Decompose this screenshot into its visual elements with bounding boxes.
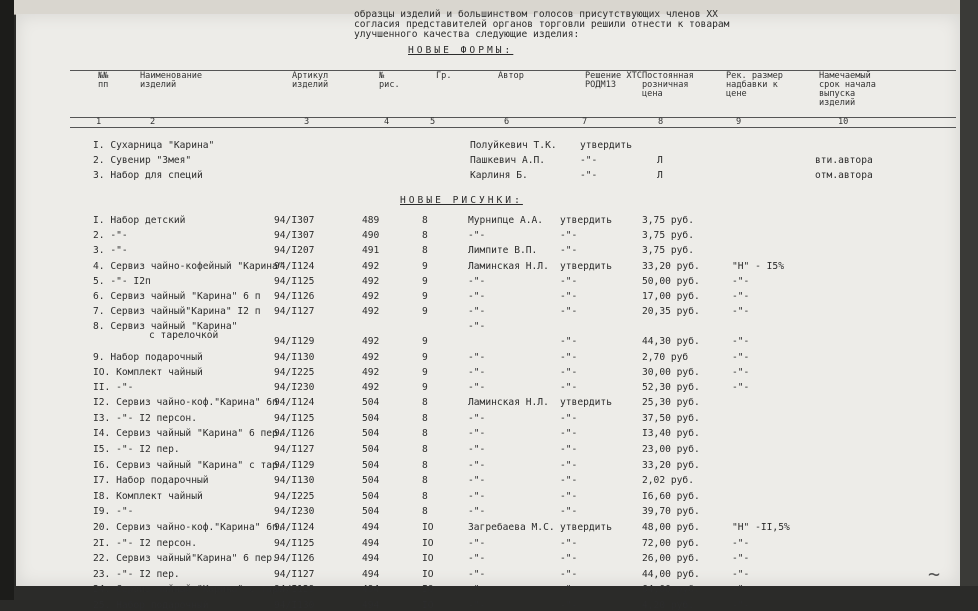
drawing-name: 8. Сервиз чайный "Карина" xyxy=(93,321,238,333)
drawing-article: 94/I130 xyxy=(274,600,315,611)
intro-line-1: образцы изделий и большинством голосов присутствующих членов ХХ xyxy=(354,9,718,20)
right-edge xyxy=(960,0,978,600)
drawing-figure: 494 xyxy=(362,522,380,533)
drawing-name: I3. -"- I2 персон. xyxy=(93,412,197,424)
drawing-markup: -"- xyxy=(732,291,750,302)
drawing-price: 52,30 руб. xyxy=(642,382,700,393)
drawing-price: 30,00 руб. xyxy=(642,366,700,378)
header-name: изделий xyxy=(140,80,177,90)
drawing-decision: утвердить xyxy=(560,260,612,272)
drawing-name: I5. -"- I2 пер. xyxy=(93,444,180,455)
drawing-article: 94/I230 xyxy=(274,382,315,393)
header-name: Наименование xyxy=(140,71,203,81)
drawing-name: 23. -"- I2 пер. xyxy=(93,568,180,580)
drawing-name: I2. Сервиз чайно-коф."Карина" 6п xyxy=(93,397,278,409)
drawing-figure: 492 xyxy=(362,336,380,348)
drawing-name: 5. -"- I2п xyxy=(93,275,151,287)
drawing-markup: -"- xyxy=(732,351,750,363)
drawing-author: -"- xyxy=(468,412,486,424)
drawing-article: 94/I130 xyxy=(274,351,315,363)
drawing-decision: -"- xyxy=(560,245,578,257)
drawing-price: 2,70 руб xyxy=(642,351,689,363)
drawing-decision: -"- xyxy=(560,490,578,502)
form-author: Карлиня Б. xyxy=(470,170,528,181)
drawing-price: 39,70 руб. xyxy=(642,506,700,518)
drawing-markup: -"- xyxy=(732,568,750,580)
drawing-article: 94/I230 xyxy=(274,506,315,518)
drawing-author: Ламинская Н.Л. xyxy=(468,260,549,272)
drawing-decision: -"- xyxy=(560,475,578,487)
drawing-name-cont: с тарелочкой xyxy=(149,330,219,342)
drawing-name: 24. Сервиз чайный "Карина" с тар. xyxy=(93,584,284,596)
form-author: Пашкевич А.П. xyxy=(470,155,546,166)
drawing-decision: -"- xyxy=(560,568,578,580)
column-number: 5 xyxy=(430,117,436,127)
drawing-decision: -"- xyxy=(560,306,578,318)
drawing-figure: 504 xyxy=(362,428,380,440)
drawing-article: 94/I307 xyxy=(274,215,315,226)
header-fig: рис. xyxy=(379,80,400,90)
drawing-figure: 504 xyxy=(362,397,380,409)
drawing-markup: -"- xyxy=(732,584,750,596)
drawing-author: -"- xyxy=(468,382,486,393)
drawing-decision: -"- xyxy=(560,382,578,393)
drawing-markup: -"- xyxy=(732,336,750,348)
drawing-figure: 492 xyxy=(362,260,380,272)
drawing-figure: 494 xyxy=(362,537,380,549)
header-term: изделий xyxy=(819,98,856,108)
drawing-group: 9 xyxy=(422,382,428,393)
header-term: срок начала xyxy=(819,80,876,90)
drawing-author: -"- xyxy=(468,600,486,611)
column-number-rule xyxy=(70,127,956,128)
drawing-decision: -"- xyxy=(560,600,578,611)
drawing-price: 3,75 руб. xyxy=(642,230,694,242)
drawing-figure: 492 xyxy=(362,306,380,318)
drawing-price: 2,02 руб. xyxy=(642,475,694,487)
drawing-price: 25,30 руб. xyxy=(642,397,700,409)
header-price: цена xyxy=(642,89,663,99)
drawing-group: 8 xyxy=(422,428,428,440)
drawing-price: I3,40 руб. xyxy=(642,428,700,440)
drawing-decision: -"- xyxy=(560,553,578,565)
drawing-figure: 504 xyxy=(362,412,380,424)
drawing-markup: -"- xyxy=(732,275,750,287)
drawing-article: 94/I125 xyxy=(274,412,315,424)
drawing-price: 50,00 руб. xyxy=(642,275,700,287)
column-number: 8 xyxy=(658,117,664,127)
drawing-group: 8 xyxy=(422,490,428,502)
column-number: 6 xyxy=(504,117,510,127)
handwritten-mark: ~ xyxy=(928,562,941,586)
drawing-figure: 494 xyxy=(362,553,380,565)
drawing-figure: 492 xyxy=(362,366,380,378)
drawing-author: -"- xyxy=(468,459,486,471)
binder-edge xyxy=(0,0,14,600)
column-number: 3 xyxy=(304,117,310,127)
drawing-author: -"- xyxy=(468,306,486,318)
drawing-name: 6. Сервиз чайный "Карина" 6 п xyxy=(93,291,261,302)
drawing-group: IO xyxy=(422,553,434,565)
drawing-decision: -"- xyxy=(560,506,578,518)
header-decision: РОДМ13 xyxy=(585,80,617,90)
header-author: Автор xyxy=(498,71,524,81)
drawing-markup: -"- xyxy=(732,537,750,549)
drawing-name: 20. Сервиз чайно-коф."Карина" 6п. xyxy=(93,522,284,533)
header-price: розничная xyxy=(642,80,689,90)
drawing-price: 44,30 руб. xyxy=(642,336,700,348)
drawing-group: 9 xyxy=(422,336,428,348)
drawing-group: 9 xyxy=(422,306,428,318)
header-price: Постоянная xyxy=(642,71,694,81)
drawing-price: 44,00 руб. xyxy=(642,568,700,580)
drawing-article: 94/I127 xyxy=(274,444,315,455)
drawing-decision: -"- xyxy=(560,366,578,378)
drawing-author: -"- xyxy=(468,490,486,502)
drawing-article: 94/I207 xyxy=(274,245,315,257)
drawing-article: 94/I126 xyxy=(274,291,315,302)
drawing-decision: -"- xyxy=(560,351,578,363)
drawing-article: 94/I130 xyxy=(274,475,315,487)
drawing-group: 8 xyxy=(422,397,428,409)
drawing-price: 26,00 руб. xyxy=(642,553,700,565)
drawing-author: -"- xyxy=(468,584,486,596)
form-price: Л xyxy=(657,170,663,181)
drawing-name: 2I. -"- I2 персон. xyxy=(93,537,197,549)
drawing-figure: 492 xyxy=(362,382,380,393)
form-name: 2. Сувенир "Змея" xyxy=(93,155,192,166)
drawing-article: 94/I307 xyxy=(274,230,315,242)
form-decision: утвердить xyxy=(580,140,632,151)
drawing-figure: 491 xyxy=(362,245,380,257)
form-decision: -"- xyxy=(580,170,598,181)
drawing-group: 8 xyxy=(422,459,428,471)
column-number: 1 xyxy=(96,117,102,127)
drawing-author: -"- xyxy=(468,230,486,242)
drawing-name: I4. Сервиз чайный "Карина" 6 пер. xyxy=(93,428,284,440)
header-article: изделий xyxy=(292,80,329,90)
drawing-article: 94/I127 xyxy=(274,568,315,580)
drawing-author: -"- xyxy=(468,475,486,487)
drawing-decision: утвердить xyxy=(560,215,612,226)
drawing-article: 94/I126 xyxy=(274,553,315,565)
drawing-author: -"- xyxy=(468,351,486,363)
drawing-article: 94/I125 xyxy=(274,275,315,287)
drawing-markup: -"- xyxy=(732,553,750,565)
drawing-name: I8. Комплект чайный xyxy=(93,490,203,502)
drawing-figure: 494 xyxy=(362,568,380,580)
drawing-group: IO xyxy=(422,522,434,533)
header-markup: надбавки к xyxy=(726,80,778,90)
drawing-price: 20,35 руб. xyxy=(642,306,700,318)
drawing-decision: -"- xyxy=(560,444,578,455)
drawing-group: 8 xyxy=(422,230,428,242)
column-number: 4 xyxy=(384,117,390,127)
drawing-markup: -"- xyxy=(732,306,750,318)
drawing-name: II. -"- xyxy=(93,382,134,393)
drawing-article: 94/I125 xyxy=(274,537,315,549)
drawing-article: 94/I127 xyxy=(274,306,315,318)
header-fig: № xyxy=(379,71,385,81)
drawing-figure: 504 xyxy=(362,459,380,471)
column-number: 7 xyxy=(582,117,588,127)
drawing-group: 9 xyxy=(422,291,428,302)
header-article: Артикул xyxy=(292,71,329,81)
drawing-author: -"- xyxy=(468,291,486,302)
drawing-author: -"- xyxy=(468,568,486,580)
drawing-author: -"- xyxy=(468,506,486,518)
drawing-decision: -"- xyxy=(560,275,578,287)
drawing-article: 94/I129 xyxy=(274,584,315,596)
drawing-decision: утвердить xyxy=(560,522,612,533)
drawing-author: Лимпите В.П. xyxy=(468,245,538,257)
drawing-article: 94/I124 xyxy=(274,260,315,272)
drawing-decision: -"- xyxy=(560,230,578,242)
drawing-author: -"- xyxy=(468,553,486,565)
intro-line-3: улучшенного качества следующие изделия: xyxy=(354,29,580,40)
drawing-figure: 504 xyxy=(362,444,380,455)
drawing-figure: 504 xyxy=(362,506,380,518)
drawing-name: 9. Набор подарочный xyxy=(93,351,203,363)
header-bottom-rule xyxy=(70,117,956,118)
drawing-name: 3. -"- xyxy=(93,245,128,257)
header-num: пп xyxy=(98,80,109,90)
drawing-article: 94/I124 xyxy=(274,522,315,533)
drawing-price: 33,20 руб. xyxy=(642,459,700,471)
drawing-markup: "Н" -II,5% xyxy=(732,522,790,533)
form-term: отм.автора xyxy=(815,170,873,181)
drawing-price: 33,20 руб. xyxy=(642,260,700,272)
drawing-group: 9 xyxy=(422,366,428,378)
drawing-name: 25. Набор подарочный xyxy=(93,600,209,611)
drawing-group: 8 xyxy=(422,506,428,518)
header-num: №№ xyxy=(98,71,109,81)
drawing-price: 37,50 руб. xyxy=(642,412,700,424)
drawing-group: IO xyxy=(422,568,434,580)
drawing-author: -"- xyxy=(468,444,486,455)
drawing-figure: 490 xyxy=(362,230,380,242)
header-group: Гр. xyxy=(436,71,452,81)
section-new-drawings-title: НОВЫЕ РИСУНКИ: xyxy=(400,195,523,206)
column-number: 9 xyxy=(736,117,742,127)
drawing-markup: "Н" - I5% xyxy=(732,260,784,272)
drawing-author: -"- xyxy=(468,321,486,333)
drawing-price: 64,00 руб. xyxy=(642,584,700,596)
drawing-price: 4,20 руб. xyxy=(642,600,694,611)
drawing-decision: -"- xyxy=(560,412,578,424)
drawing-author: -"- xyxy=(468,366,486,378)
drawing-article: 94/I124 xyxy=(274,397,315,409)
form-name: 3. Набор для специй xyxy=(93,170,203,181)
column-number: 2 xyxy=(150,117,156,127)
drawing-decision: утвердить xyxy=(560,397,612,409)
drawing-figure: 489 xyxy=(362,215,380,226)
drawing-name: 22. Сервиз чайный"Карина" 6 пер. xyxy=(93,553,278,565)
drawing-price: 17,00 руб. xyxy=(642,291,700,302)
drawing-name: 7. Сервиз чайный"Карина" I2 п xyxy=(93,306,261,318)
header-decision: Решение ХТС xyxy=(585,71,642,81)
header-markup: цене xyxy=(726,89,747,99)
drawing-price: I6,60 руб. xyxy=(642,490,700,502)
drawing-name: 2. -"- xyxy=(93,230,128,242)
drawing-author: Ламинская Н.Л. xyxy=(468,397,549,409)
form-decision: -"- xyxy=(580,155,598,166)
drawing-name: 4. Сервиз чайно-кофейный "Карина" xyxy=(93,260,284,272)
drawing-price: 23,00 руб. xyxy=(642,444,700,455)
drawing-author: Мурнипце А.А. xyxy=(468,215,544,226)
drawing-decision: -"- xyxy=(560,459,578,471)
drawing-name: I7. Набор подарочный xyxy=(93,475,209,487)
drawing-figure: 492 xyxy=(362,275,380,287)
drawing-group: IO xyxy=(422,537,434,549)
form-author: Полуйкевич Т.К. xyxy=(470,140,557,151)
drawing-price: 72,00 руб. xyxy=(642,537,700,549)
column-number: 10 xyxy=(838,117,849,127)
drawing-decision: -"- xyxy=(560,428,578,440)
drawing-group: 9 xyxy=(422,260,428,272)
drawing-figure: 494 xyxy=(362,600,380,611)
header-term: выпуска xyxy=(819,89,856,99)
drawing-decision: -"- xyxy=(560,537,578,549)
drawing-figure: 504 xyxy=(362,490,380,502)
drawing-markup: -"- xyxy=(732,600,750,611)
drawing-article: 94/I225 xyxy=(274,490,315,502)
drawing-group: 9 xyxy=(422,275,428,287)
drawing-name: IO. Комплект чайный xyxy=(93,366,203,378)
drawing-markup: -"- xyxy=(732,366,750,378)
form-name: I. Сухарница "Карина" xyxy=(93,140,215,151)
drawing-group: IO xyxy=(422,584,434,596)
drawing-markup: -"- xyxy=(732,382,750,393)
drawing-group: 8 xyxy=(422,412,428,424)
section-new-forms-title: НОВЫЕ ФОРМЫ: xyxy=(408,45,514,56)
drawing-author: -"- xyxy=(468,275,486,287)
drawing-author: Загребаева М.С. xyxy=(468,522,555,533)
drawing-figure: 492 xyxy=(362,351,380,363)
header-markup: Рек. размер xyxy=(726,71,783,81)
intro-line-2: согласия представителей органов торговли решили отнести к товарам xyxy=(354,19,730,30)
drawing-price: 3,75 руб. xyxy=(642,245,694,257)
drawing-article: 94/I126 xyxy=(274,428,315,440)
drawing-group: 8 xyxy=(422,215,428,226)
drawing-name: I6. Сервиз чайный "Карина" с тар. xyxy=(93,459,284,471)
drawing-figure: 492 xyxy=(362,291,380,302)
form-price: Л xyxy=(657,155,663,166)
form-term: вти.автора xyxy=(815,155,873,166)
header-term: Намечаемый xyxy=(819,71,871,81)
drawing-price: 48,00 руб. xyxy=(642,522,700,533)
drawing-name: I. Набор детский xyxy=(93,215,186,226)
drawing-article: 94/I129 xyxy=(274,336,315,348)
drawing-author: -"- xyxy=(468,537,486,549)
drawing-group: 8 xyxy=(422,245,428,257)
drawing-decision: -"- xyxy=(560,336,578,348)
drawing-name: I9. -"- xyxy=(93,506,134,518)
document-page xyxy=(16,9,960,611)
drawing-group: 8 xyxy=(422,475,428,487)
drawing-article: 94/I225 xyxy=(274,366,315,378)
drawing-group: IO xyxy=(422,600,434,611)
drawing-article: 94/I129 xyxy=(274,459,315,471)
drawing-figure: 494 xyxy=(362,584,380,596)
drawing-author: -"- xyxy=(468,428,486,440)
drawing-price: 3,75 руб. xyxy=(642,215,694,226)
drawing-group: 8 xyxy=(422,444,428,455)
drawing-group: 9 xyxy=(422,351,428,363)
drawing-decision: -"- xyxy=(560,584,578,596)
drawing-decision: -"- xyxy=(560,291,578,302)
drawing-figure: 504 xyxy=(362,475,380,487)
